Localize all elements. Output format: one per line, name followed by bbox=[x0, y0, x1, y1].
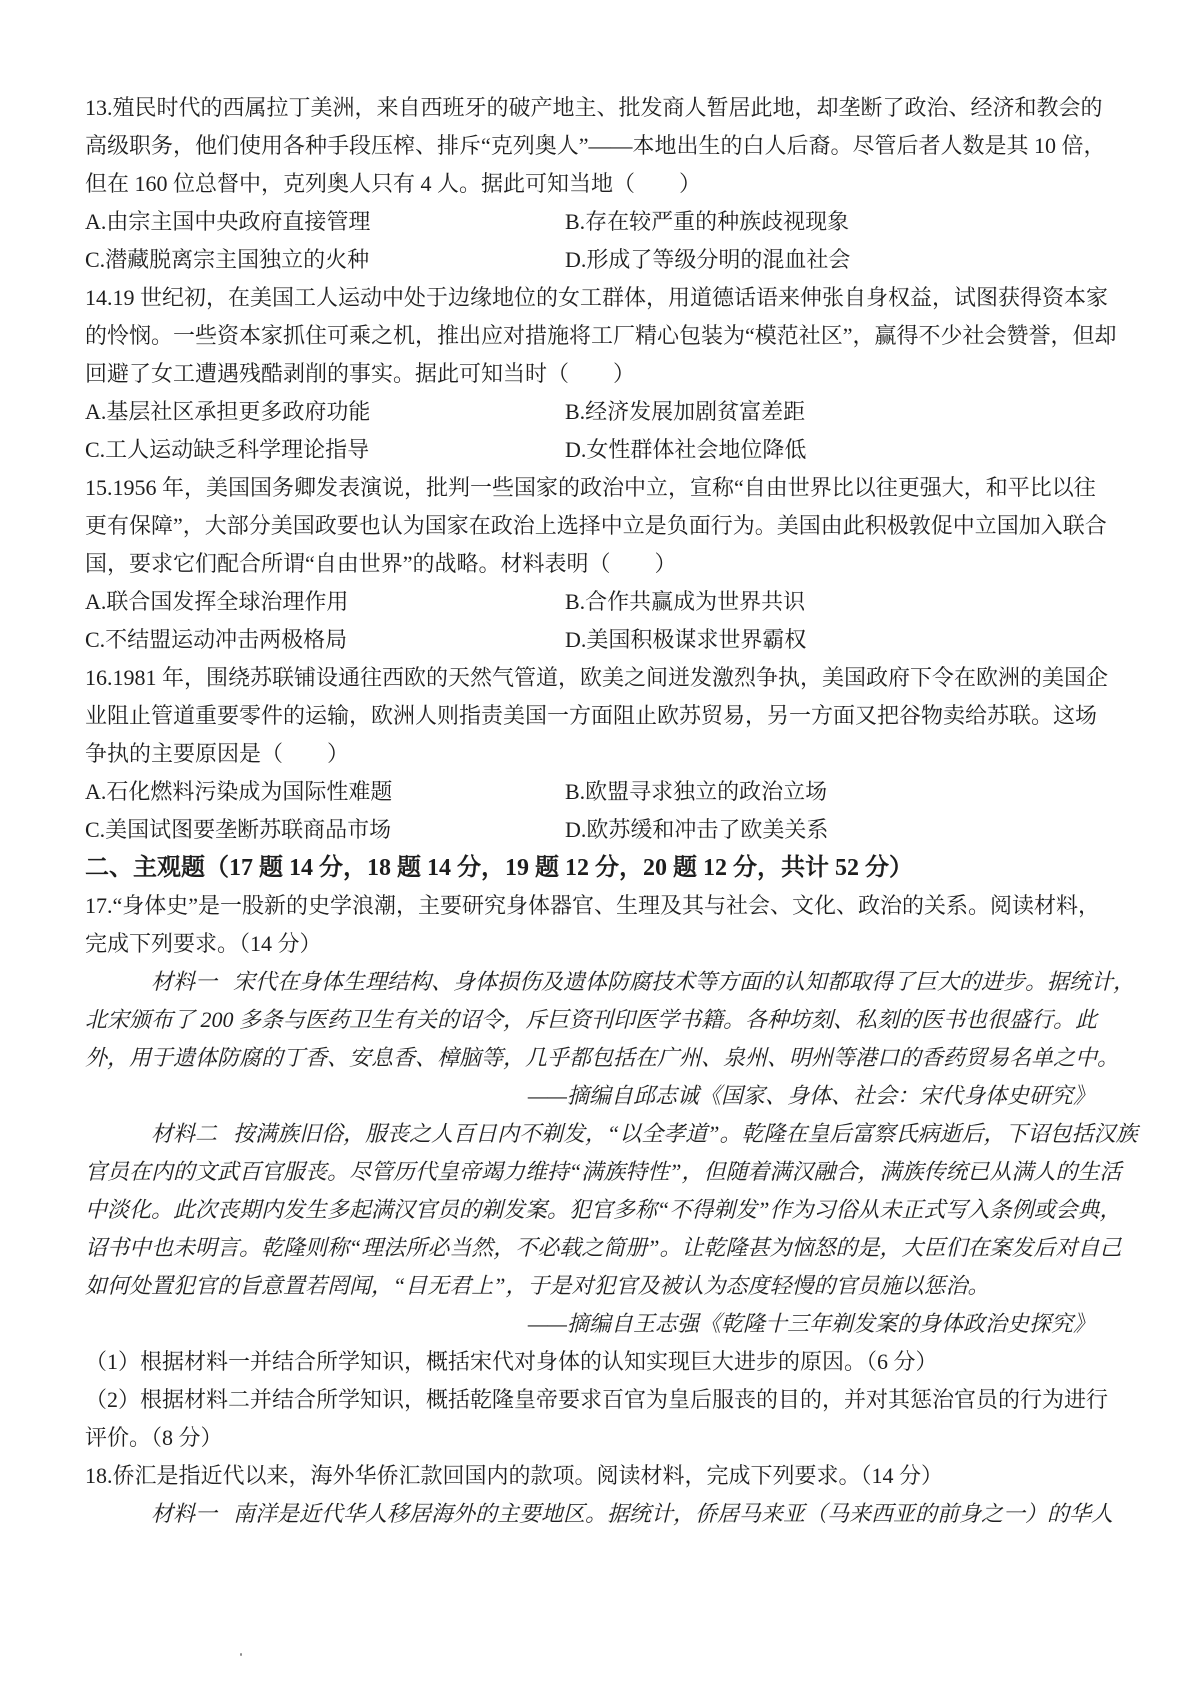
option-choice-right: D.形成了等级分明的混血社会 bbox=[565, 247, 851, 272]
material-text-line bbox=[85, 963, 1136, 1001]
question-text-line: 完成下列要求。（14 分） bbox=[85, 931, 322, 956]
option-choice-left: C.不结盟运动冲击两极格局 bbox=[85, 627, 348, 652]
option-choice-right: D.欧苏缓和冲击了欧美关系 bbox=[565, 817, 829, 842]
question-text-line: 评价。（8 分） bbox=[85, 1425, 223, 1450]
material-text: 南洋是近代华人移居海外的主要地区。据统计，侨居马来亚（马来西亚的前身之一）的华人 bbox=[233, 1501, 1114, 1526]
option-row bbox=[85, 583, 1095, 621]
option-choice-right: B.合作共赢成为世界共识 bbox=[565, 589, 806, 614]
material-text-line: 如何处置犯官的旨意置若罔闻，“目无君上”，于是对犯官及被认为态度轻慢的官员施以惩治。 bbox=[85, 1273, 990, 1298]
question-text-line: 18.侨汇是指近代以来，海外华侨汇款回国内的款项。阅读材料，完成下列要求。（14 分） bbox=[85, 1463, 944, 1488]
material-label: 材料二 bbox=[151, 1121, 218, 1146]
option-row bbox=[85, 621, 1095, 659]
material-text-line: 北宋颁布了 200 多条与医药卫生有关的诏令，斥巨资刊印医学书籍。各种坊刻、私刻的医书也很盛行。此 bbox=[85, 1007, 1098, 1032]
material-label: 材料一 bbox=[151, 969, 218, 994]
question-text-line: 争执的主要原因是（ ） bbox=[85, 741, 350, 766]
material-label: 材料一 bbox=[151, 1501, 218, 1526]
question-text-line: 16.1981 年，围绕苏联铺设通往西欧的天然气管道，欧美之间迸发激烈争执，美国政府下令在欧洲的美国企 bbox=[85, 665, 1109, 690]
option-row bbox=[85, 241, 1095, 279]
material-text-line: 外，用于遗体防腐的丁香、安息香、樟脑等，几乎都包括在广州、泉州、明州等港口的香药贸易名单之中。 bbox=[85, 1045, 1120, 1070]
option-choice-left: A.由宗主国中央政府直接管理 bbox=[85, 209, 371, 234]
material-text: 按满族旧俗，服丧之人百日内不剃发，“以全孝道”。乾隆在皇后富察氏病逝后，下诏包括汉族 bbox=[233, 1121, 1138, 1146]
option-row bbox=[85, 393, 1095, 431]
option-choice-right: B.存在较严重的种族歧视现象 bbox=[565, 209, 850, 234]
option-choice-left: C.潜藏脱离宗主国独立的火种 bbox=[85, 247, 370, 272]
question-text-line: 17.“身体史”是一股新的史学浪潮，主要研究身体器官、生理及其与社会、文化、政治的关系。阅读材料， bbox=[85, 893, 1101, 918]
question-text-line: 回避了女工遭遇残酷剥削的事实。据此可知当时（ ） bbox=[85, 361, 636, 386]
option-row bbox=[85, 431, 1095, 469]
material-text-line: 诏书中也未明言。乾隆则称“理法所必当然，不必载之简册”。让乾隆甚为恼怒的是，大臣们在案发后对自己 bbox=[85, 1235, 1122, 1260]
option-row bbox=[85, 811, 1095, 849]
material-text-line bbox=[85, 1115, 1138, 1153]
option-choice-right: D.美国积极谋求世界霸权 bbox=[565, 627, 807, 652]
question-text-line: 高级职务，他们使用各种手段压榨、排斥“克列奥人”——本地出生的白人后裔。尽管后者人数是其 10 倍， bbox=[85, 133, 1106, 158]
option-choice-right: B.欧盟寻求独立的政治立场 bbox=[565, 779, 828, 804]
material-text: 宋代在身体生理结构、身体损伤及遗体防腐技术等方面的认知都取得了巨大的进步。据统计， bbox=[233, 969, 1136, 994]
option-choice-right: B.经济发展加剧贫富差距 bbox=[565, 399, 806, 424]
question-text-line: 的怜悯。一些资本家抓住可乘之机，推出应对措施将工厂精心包装为“模范社区”，赢得不少社会赞誉，但却 bbox=[85, 323, 1117, 348]
question-text-line: （1）根据材料一并结合所学知识，概括宋代对身体的认知实现巨大进步的原因。（6 分） bbox=[85, 1349, 938, 1374]
section-header: 二、主观题（17 题 14 分，18 题 14 分，19 题 12 分，20 题 12 分，共计 52 分） bbox=[85, 855, 913, 881]
question-text-line: 更有保障”，大部分美国政要也认为国家在政治上选择中立是负面行为。美国由此积极敦促中立国加入联合 bbox=[85, 513, 1107, 538]
material-text-line bbox=[85, 1495, 1114, 1533]
material-text-line: 中淡化。此次丧期内发生多起满汉官员的剃发案。犯官多称“不得剃发”作为习俗从未正式写入条例或会典， bbox=[85, 1197, 1122, 1222]
option-row bbox=[85, 773, 1095, 811]
source-attribution: ——摘编自王志强《乾隆十三年剃发案的身体政治史探究》 bbox=[527, 1311, 1095, 1336]
question-text-line: 国，要求它们配合所谓“自由世界”的战略。材料表明（ ） bbox=[85, 551, 677, 576]
question-text-line: 15.1956 年，美国国务卿发表演说，批判一些国家的政治中立，宣称“自由世界比以往更强大，和平比以往 bbox=[85, 475, 1096, 500]
option-row bbox=[85, 203, 1095, 241]
scan-artifact-dot bbox=[240, 1653, 242, 1656]
option-choice-left: A.联合国发挥全球治理作用 bbox=[85, 589, 349, 614]
question-text-line: 业阻止管道重要零件的运输，欧洲人则指责美国一方面阻止欧苏贸易，另一方面又把谷物卖给苏联。这场 bbox=[85, 703, 1098, 728]
option-choice-left: A.基层社区承担更多政府功能 bbox=[85, 399, 371, 424]
question-text-line: 14.19 世纪初，在美国工人运动中处于边缘地位的女工群体，用道德话语来伸张自身权益，试图获得资本家 bbox=[85, 285, 1109, 310]
question-text-line: 但在 160 位总督中，克列奥人只有 4 人。据此可知当地（ ） bbox=[85, 171, 702, 196]
source-attribution: ——摘编自邱志诚《国家、身体、社会：宋代身体史研究》 bbox=[527, 1083, 1095, 1108]
option-choice-left: C.工人运动缺乏科学理论指导 bbox=[85, 437, 370, 462]
option-choice-left: C.美国试图要垄断苏联商品市场 bbox=[85, 817, 392, 842]
material-text-line: 官员在内的文武百官服丧。尽管历代皇帝竭力维持“满族特性”，但随着满汉融合，满族传统已从满人的生活 bbox=[85, 1159, 1122, 1184]
question-text-line: （2）根据材料二并结合所学知识，概括乾隆皇帝要求百官为皇后服丧的目的，并对其惩治官员的行为进行 bbox=[85, 1387, 1109, 1412]
question-text-line: 13.殖民时代的西属拉丁美洲，来自西班牙的破产地主、批发商人暂居此地，却垄断了政治、经济和教会的 bbox=[85, 95, 1103, 120]
exam-content bbox=[85, 89, 1138, 1533]
option-choice-right: D.女性群体社会地位降低 bbox=[565, 437, 807, 462]
option-choice-left: A.石化燃料污染成为国际性难题 bbox=[85, 779, 393, 804]
